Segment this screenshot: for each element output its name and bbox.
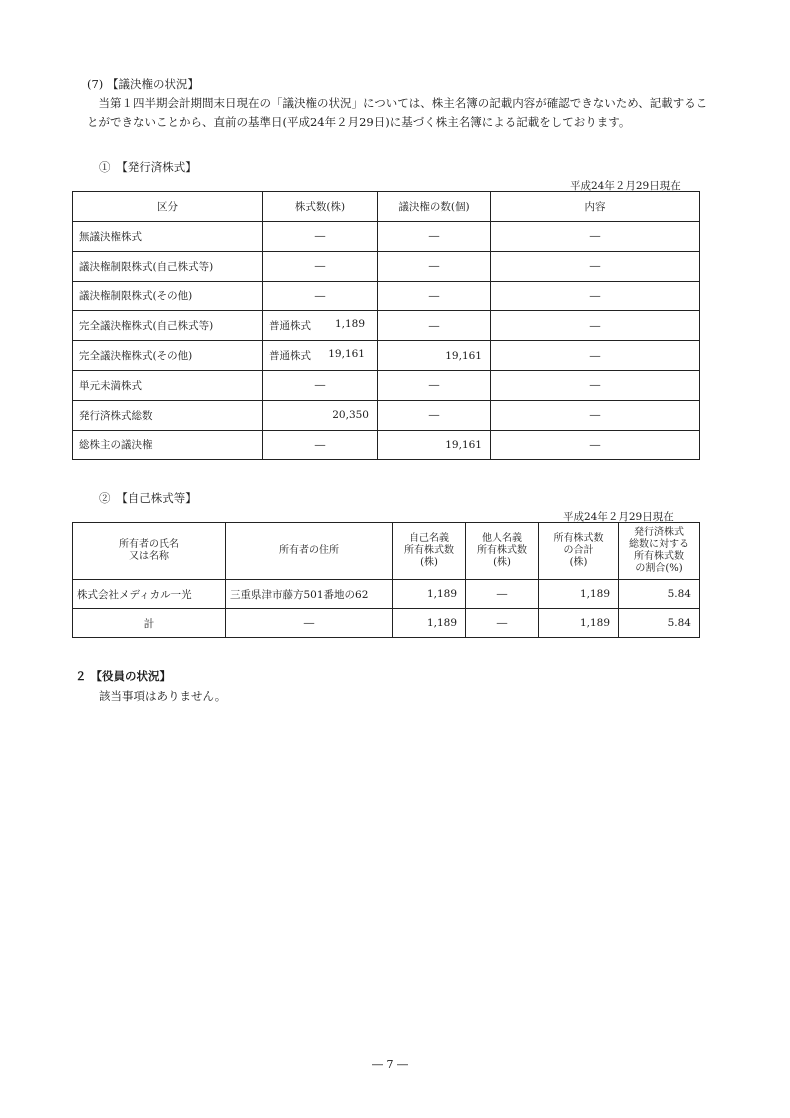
row-content: ― [491, 430, 700, 460]
row-total-shares: 1,189 [539, 609, 619, 638]
treasury-shares-table [72, 522, 700, 638]
table-row [73, 281, 700, 311]
row-content: ― [491, 251, 700, 281]
row-content: ― [491, 311, 700, 341]
row-shares: ― [263, 281, 378, 311]
section-heading-voting-rights: (7) 【議決権の状況】 [87, 77, 199, 91]
row-shares [263, 341, 378, 371]
issued-as-of-date: 平成24年２月29日現在 [570, 180, 681, 192]
row-content: ― [491, 281, 700, 311]
row-shares-type: 普通株式 [269, 320, 311, 333]
row-content: ― [491, 222, 700, 252]
header-votes: 議決権の数(個) [378, 192, 491, 222]
row-total-shares: 1,189 [539, 580, 619, 609]
row-shares-value: 1,189 [334, 318, 365, 331]
row-other-shares: ― [466, 609, 539, 638]
header-other-name-shares: 他人名義 所有株式数 (株) [466, 523, 539, 580]
issued-shares-heading: ① 【発行済株式】 [99, 160, 197, 174]
intro-paragraph: 当第１四半期会計期間末日現在の「議決権の状況」については、株主名簿の記載内容が確認できないため、記載することができないことから、直前の基準日(平成24年２月29日)に基づく株主名簿による記載をしております。 [87, 96, 708, 129]
table-row [73, 341, 700, 371]
row-ratio: 5.84 [619, 609, 700, 638]
row-content: ― [491, 370, 700, 400]
header-owner: 所有者の氏名 又は名称 [73, 523, 226, 580]
header-ratio: 発行済株式 総数に対する 所有株式数 の割合(%) [619, 523, 700, 580]
row-address: ― [226, 609, 393, 638]
row-other-shares: ― [466, 580, 539, 609]
issued-shares-table [72, 191, 700, 460]
officers-status-text: 該当事項はありません。 [99, 689, 227, 703]
row-shares-type: 普通株式 [269, 350, 311, 363]
row-ratio: 5.84 [619, 580, 700, 609]
row-own-shares: 1,189 [393, 580, 466, 609]
header-category: 区分 [73, 192, 263, 222]
row-address: 三重県津市藤方501番地の62 [226, 580, 393, 609]
row-votes: ― [378, 281, 491, 311]
page-number: ― 7 ― [372, 1058, 408, 1071]
header-content: 内容 [491, 192, 700, 222]
row-votes: ― [378, 400, 491, 430]
header-shares: 株式数(株) [263, 192, 378, 222]
table-row [73, 430, 700, 460]
table-row [73, 370, 700, 400]
row-shares: ― [263, 430, 378, 460]
table-row [73, 251, 700, 281]
header-own-name-shares: 自己名義 所有株式数 (株) [393, 523, 466, 580]
row-shares [263, 311, 378, 341]
row-shares: ― [263, 222, 378, 252]
row-category: 議決権制限株式(その他) [73, 281, 263, 311]
row-content: ― [491, 341, 700, 371]
treasury-as-of-date: 平成24年２月29日現在 [563, 511, 674, 523]
row-category: 単元未満株式 [73, 370, 263, 400]
table-row [73, 222, 700, 252]
row-category: 完全議決権株式(自己株式等) [73, 311, 263, 341]
row-votes: ― [378, 222, 491, 252]
header-address: 所有者の住所 [226, 523, 393, 580]
row-own-shares: 1,189 [393, 609, 466, 638]
row-votes: 19,161 [378, 430, 491, 460]
row-votes: ― [378, 311, 491, 341]
table-row [73, 311, 700, 341]
table-header-row [73, 523, 700, 580]
row-votes: ― [378, 251, 491, 281]
row-owner: 計 [73, 609, 226, 638]
row-shares: 20,350 [263, 400, 378, 430]
row-votes: ― [378, 370, 491, 400]
row-owner: 株式会社メディカル一光 [73, 580, 226, 609]
row-shares-value: 19,161 [328, 348, 365, 361]
row-category: 完全議決権株式(その他) [73, 341, 263, 371]
row-category: 総株主の議決権 [73, 430, 263, 460]
row-category: 議決権制限株式(自己株式等) [73, 251, 263, 281]
table-row [73, 609, 700, 638]
treasury-shares-heading: ② 【自己株式等】 [99, 491, 197, 505]
row-shares: ― [263, 370, 378, 400]
table-header-row [73, 192, 700, 222]
row-content: ― [491, 400, 700, 430]
section-heading-officers: ２ 【役員の状況】 [75, 669, 172, 683]
table-row [73, 400, 700, 430]
row-category: 無議決権株式 [73, 222, 263, 252]
header-total-shares: 所有株式数 の合計 (株) [539, 523, 619, 580]
row-votes: 19,161 [378, 341, 491, 371]
row-category: 発行済株式総数 [73, 400, 263, 430]
table-row [73, 580, 700, 609]
row-shares: ― [263, 251, 378, 281]
